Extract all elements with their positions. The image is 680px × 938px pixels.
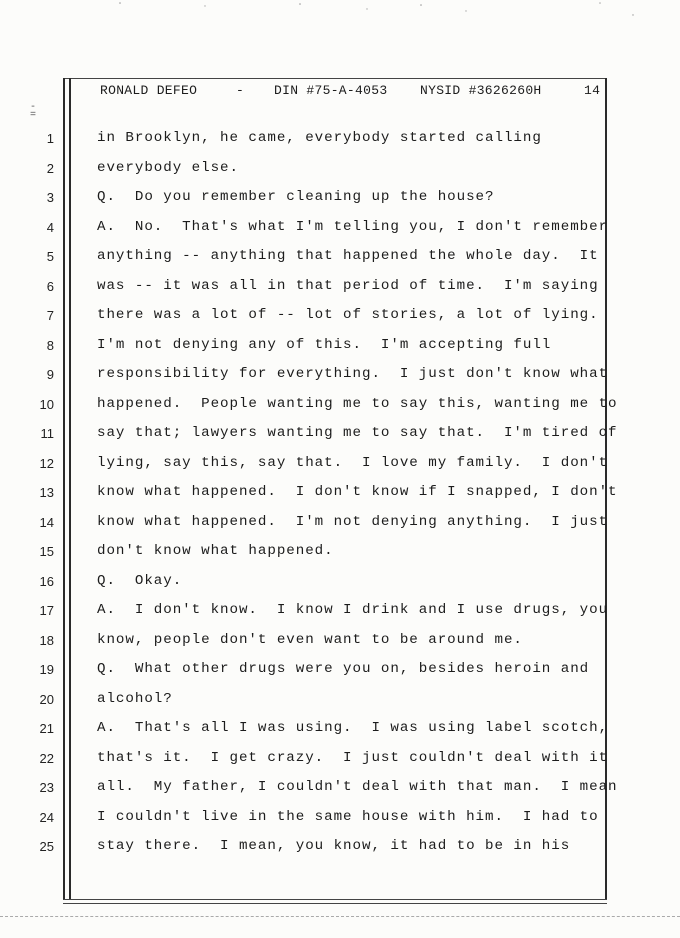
line-number: 15 [39,544,54,559]
line-text: all. My father, I couldn't deal with that man. I mean [97,779,618,795]
line-text: lying, say this, say that. I love my family. I don't [97,454,609,471]
scan-mark: - = [30,102,37,121]
line-number: 20 [39,691,54,707]
line-text: Q. Okay. [97,572,183,589]
transcript-line [0,453,680,475]
transcript-line [0,187,680,209]
transcript-line [0,807,680,829]
transcript-line [0,335,680,357]
header-din: DIN #75-A-4053 [274,83,388,98]
line-number: 4 [46,219,54,235]
transcript-line [0,630,680,652]
line-text: stay there. I mean, you know, it had to be in his [97,838,571,854]
line-text: don't know what happened. [97,543,334,559]
line-number: 18 [39,632,54,648]
line-number: 17 [39,603,54,618]
line-text: I couldn't live in the same house with him. I had to [97,808,599,825]
line-number: 21 [39,721,54,736]
header-separator: - [236,83,245,98]
transcript-line [0,541,680,563]
line-text: in Brooklyn, he came, everybody started calling [97,130,542,146]
transcript-line [0,128,680,150]
line-text: Q. Do you remember cleaning up the house? [97,189,495,205]
line-text: responsibility for everything. I just don't know what [97,366,609,382]
line-number: 9 [46,367,54,382]
bottom-rule [63,899,607,900]
transcript-line [0,394,680,416]
header-name: RONALD DEFEO [100,83,198,98]
line-text: that's it. I get crazy. I just couldn't deal with it [97,749,609,766]
transcript-line [0,689,680,711]
line-text: know what happened. I'm not denying anything. I just [97,513,609,530]
line-text: everybody else. [97,159,239,176]
transcript-line [0,305,680,327]
line-number: 16 [39,573,54,589]
line-text: was -- it was all in that period of time. I'm saying [97,277,599,294]
line-text: know what happened. I don't know if I snapped, I don't [97,484,618,500]
line-text: A. No. That's what I'm telling you, I don't remember [97,218,609,235]
line-text: Q. What other drugs were you on, besides heroin and [97,661,590,677]
line-text: there was a lot of -- lot of stories, a lot of lying. [97,307,599,323]
line-text: I'm not denying any of this. I'm accepting full [97,336,552,353]
line-text: alcohol? [97,690,173,707]
transcript-line [0,217,680,239]
transcript-line [0,748,680,770]
line-number: 7 [46,308,54,323]
transcript-line [0,482,680,504]
line-number: 25 [39,839,54,854]
line-number: 19 [39,662,54,677]
line-number: 14 [39,514,54,530]
line-text: A. That's all I was using. I was using label scotch, [97,720,609,736]
scan-specks [0,0,680,20]
transcript-line [0,718,680,740]
line-number: 3 [46,190,54,205]
transcript-line [0,246,680,268]
line-number: 12 [39,455,54,471]
line-number: 11 [40,426,54,441]
line-number: 13 [39,485,54,500]
page-number: 14 [584,83,601,98]
line-number: 10 [39,396,54,412]
line-number: 5 [46,249,54,264]
transcript-line [0,777,680,799]
line-text: say that; lawyers wanting me to say that. I'm tired of [97,425,618,441]
transcript-line [0,571,680,593]
line-number: 22 [39,750,54,766]
line-number: 24 [39,809,54,825]
transcript-line [0,836,680,858]
line-number: 2 [46,160,54,176]
line-text: happened. People wanting me to say this, wanting me to [97,395,618,412]
transcript-line [0,158,680,180]
line-number: 6 [46,278,54,294]
line-number: 1 [46,131,54,146]
line-text: know, people don't even want to be around me. [97,631,523,648]
transcript-line [0,512,680,534]
scan-edge [0,916,680,918]
line-number: 8 [46,337,54,353]
bottom-rule-double [63,903,607,904]
line-text: A. I don't know. I know I drink and I use drugs, you [97,602,609,618]
top-rule [63,78,607,79]
header-nysid: NYSID #3626260H [420,83,542,98]
transcript-line [0,423,680,445]
transcript-line [0,276,680,298]
transcript-line [0,364,680,386]
transcript-line [0,659,680,681]
transcript-line [0,600,680,622]
line-number: 23 [39,780,54,795]
line-text: anything -- anything that happened the whole day. It [97,248,599,264]
page-header [0,83,601,99]
